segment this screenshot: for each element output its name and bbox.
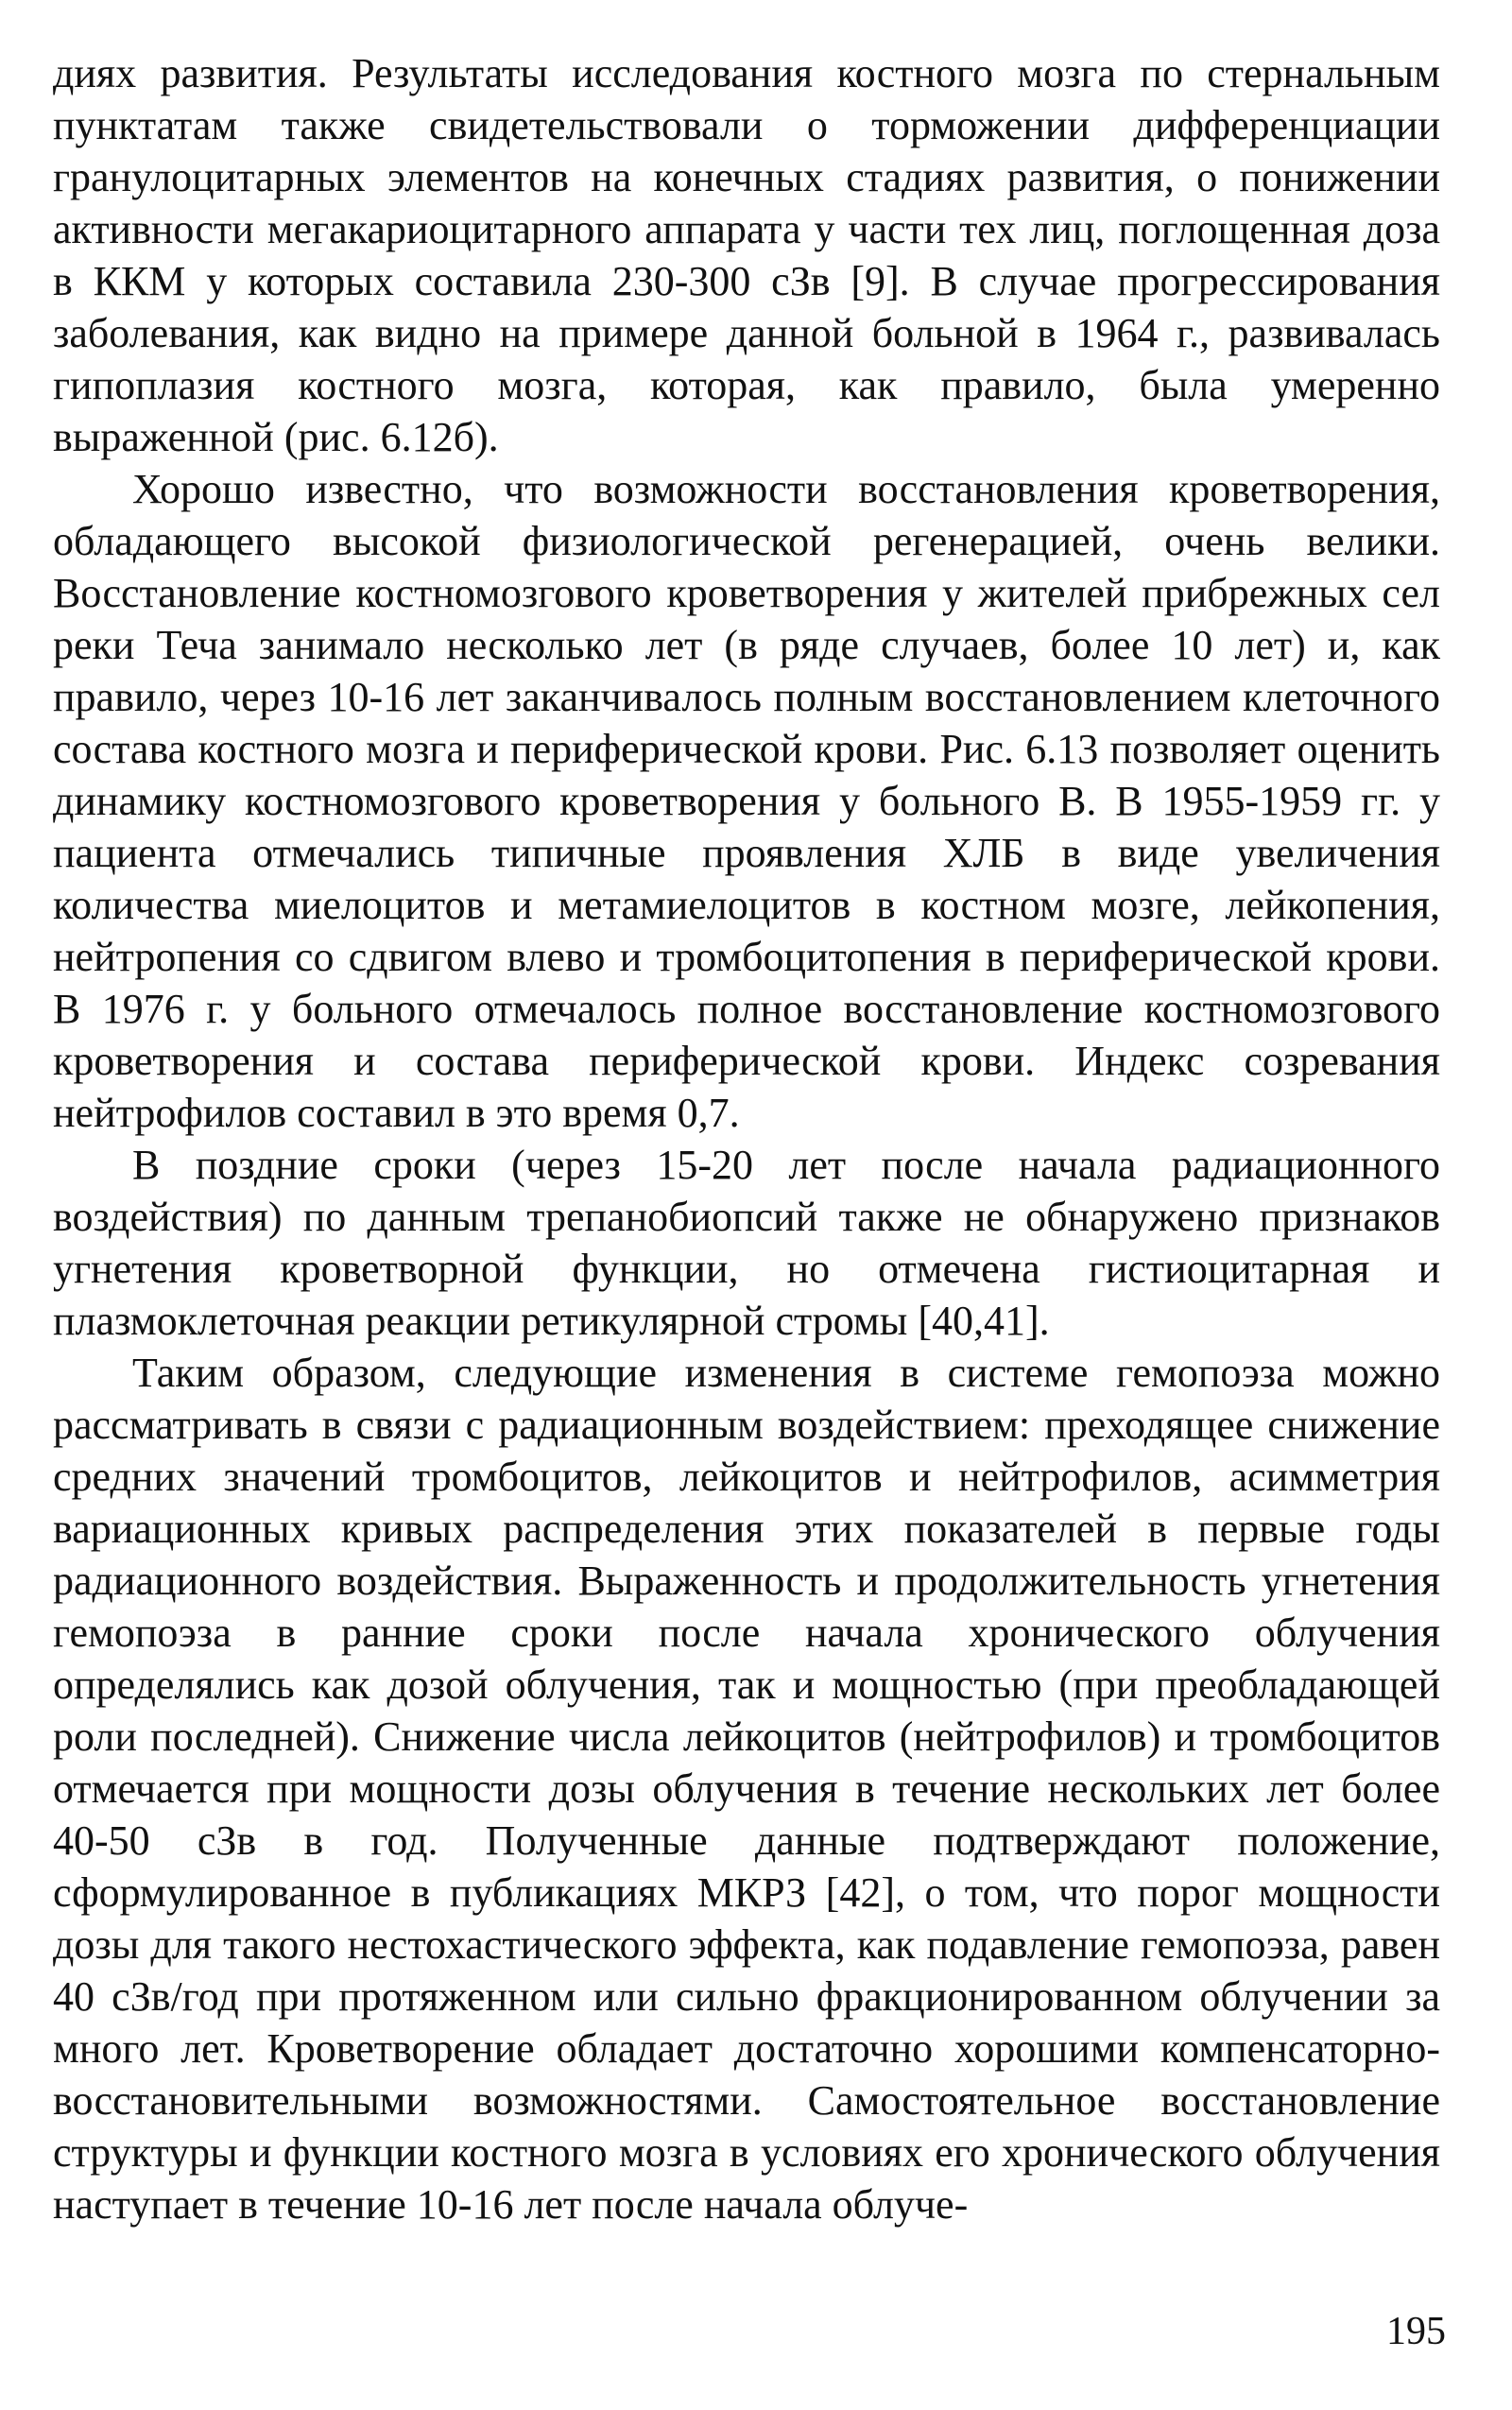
paragraph-3: В поздние сроки (через 15-20 лет после начала радиационного воздействия) по данным трепанобиопсий также не обнаружено признаков угнетения кроветворной функции, но отмечена гистиоцитарная и плазмоклеточная реакции ретикулярной стромы [40,41]. [53,1142,1440,1344]
paragraph-2: Хорошо известно, что возможности восстановления кроветворения, обладающего высокой физиологической регенерацией, очень велики. Восстановление костномозгового кроветворения у жителей прибрежных сел реки Теча занимало несколько лет (в ряде случаев, более 10 лет) и, как правило, через 10-16 лет заканчивалось полным восстановлением клеточного состава костного мозга и периферической крови. Рис. 6.13 позволяет оценить динамику костномозгового кроветворения у больного В. В 1955-1959 гг. у пациента отмечались типичные проявления ХЛБ в виде увеличения количества миелоцитов и метамиелоцитов в костном мозге, лейкопения, нейтропения со сдвигом влево и тромбоцитопения в периферической крови. В 1976 г. у больного отмечалось полное восстановление костномозгового кроветворения и состава периферической крови. Индекс созревания нейтрофилов составил в это время 0,7. [53,466,1440,1136]
paragraph-1: диях развития. Результаты исследования костного мозга по стернальным пунктатам также свидетельствовали о торможении дифференциации гранулоцитарных элементов на конечных стадиях развития, о понижении активности мегакариоцитарного аппарата у части тех лиц, поглощенная доза в ККМ у которых составила 230-300 сЗв [9]. В случае прогрессирования заболевания, как видно на примере данной больной в 1964 г., развивалась гипоплазия костного мозга, которая, как правило, была умеренно выраженной (рис. 6.12б). [53,50,1440,460]
page-number: 195 [1386,2310,1446,2353]
page-text [53,47,1440,2230]
paragraph-4: Таким образом, следующие изменения в системе гемопоэза можно рассматривать в связи с радиационным воздействием: преходящее снижение средних значений тромбоцитов, лейкоцитов и нейтрофилов, асимметрия вариационных кривых распределения этих показателей в первые годы радиационного воздействия. Выраженность и продолжительность угнетения гемопоэза в ранние сроки после начала хронического облучения определялись как дозой облучения, так и мощностью (при преобладающей роли последней). Снижение числа лейкоцитов (нейтрофилов) и тромбоцитов отмечается при мощности дозы облучения в течение нескольких лет более 40-50 сЗв в год. Полученные данные подтверждают положение, сформулированное в публикациях МКРЗ [42], о том, что порог мощности дозы для такого нестохастического эффекта, как подавление гемопоэза, равен 40 сЗв/год при протяженном или сильно фракционированном облучении за много лет. Кроветворение обладает достаточно хорошими компенсаторно-восстановительными возможностями. Самостоятельное восстановление структуры и функции костного мозга в условиях его хронического облучения наступает в течение 10-16 лет после начала облуче- [53,1350,1440,2228]
